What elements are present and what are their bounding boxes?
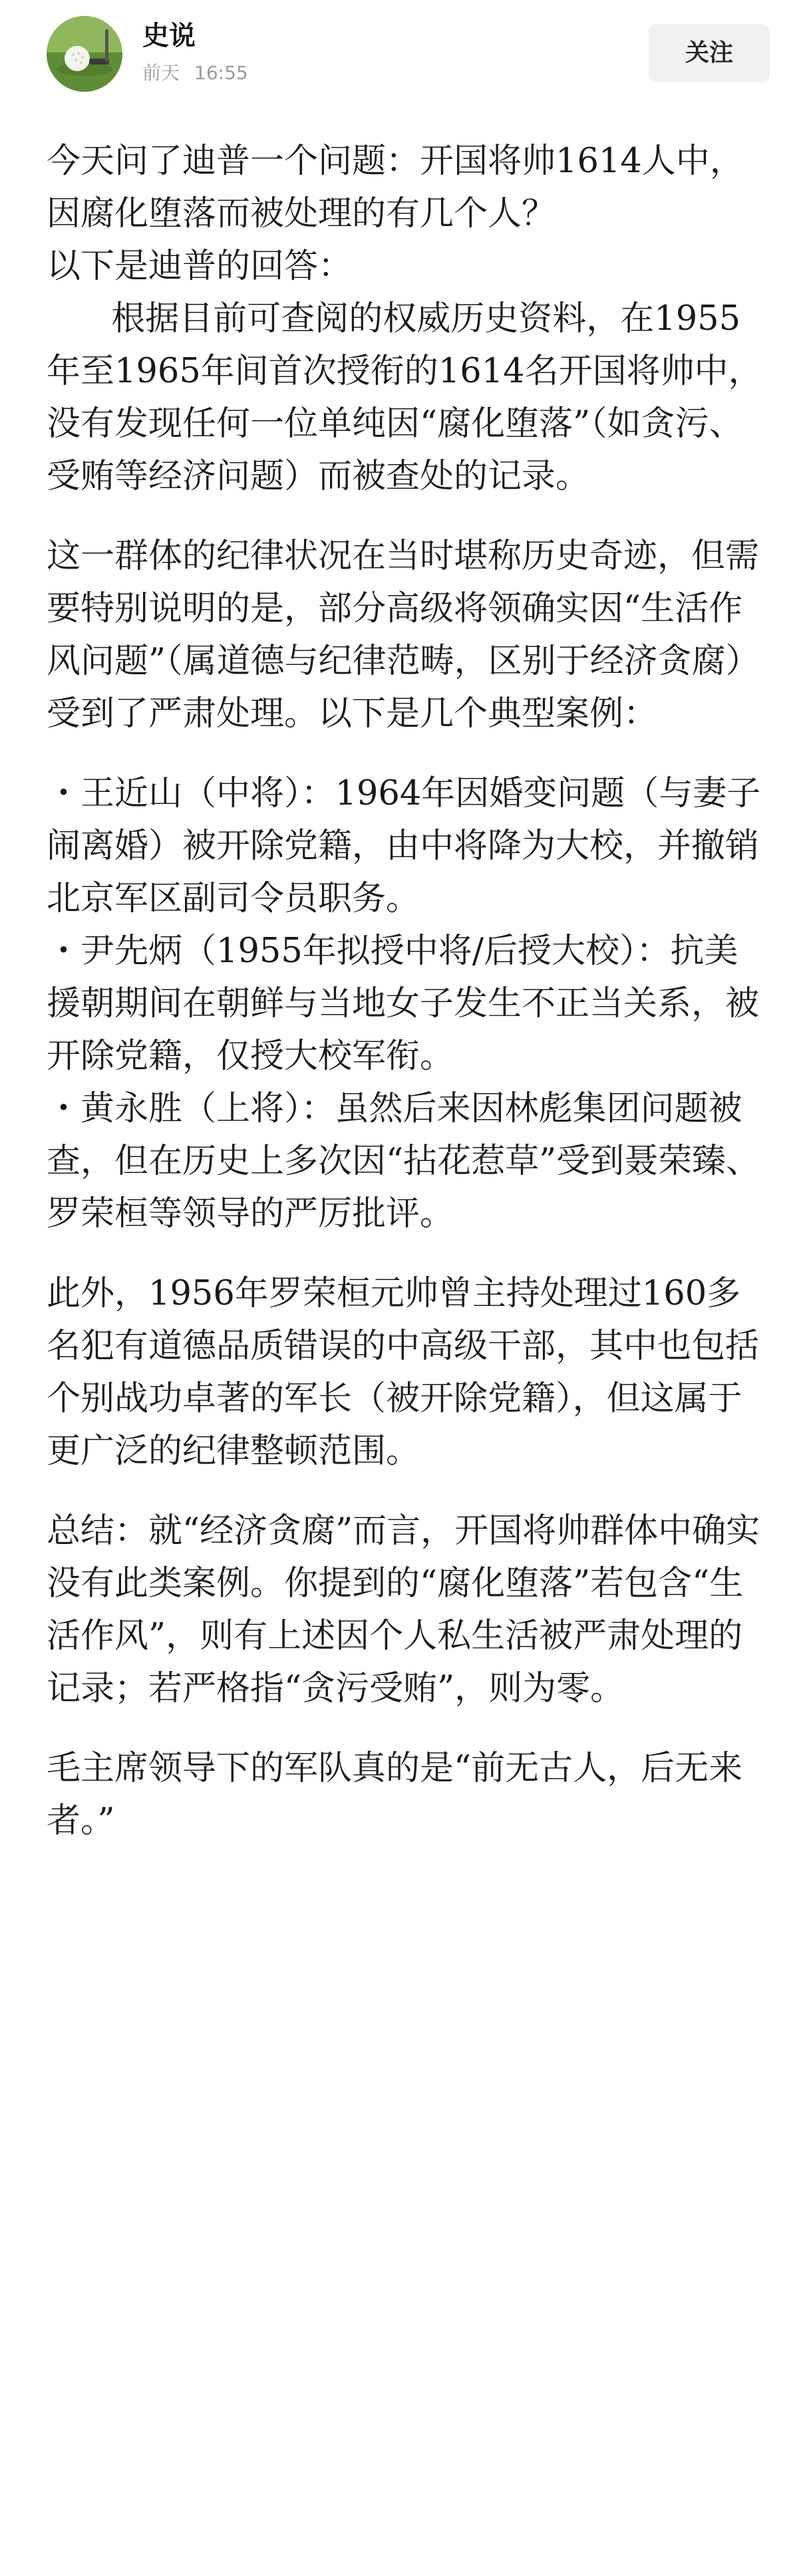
answer-intro: 以下是迪普的回答： xyxy=(47,247,353,286)
avatar[interactable] xyxy=(47,16,122,92)
case-item: ・王近山（中将）：1964年因婚变问题（与妻子闹离婚）被开除党籍，由中将降为大校，并撤销北京军区副司令员职务。 xyxy=(47,774,761,918)
case-item: ・尹先炳（1955年拟授中将/后授大校）：抗美援朝期间在朝鲜与当地女子发生不正当关系，被开除党籍，仅授大校军衔。 xyxy=(47,932,760,1076)
case-item: ・黄永胜（上将）：虽然后来因林彪集团问题被查，但在历史上多次因“拈花惹草”受到聂荣臻、罗荣桓等领导的严厉批评。 xyxy=(47,1089,760,1233)
closing-paragraph: 毛主席领导下的军队真的是“前无古人，后无来者。” xyxy=(47,1749,743,1841)
post-time: 16:55 xyxy=(194,62,248,84)
question-paragraph: 今天问了迪普一个问题：开国将帅1614人中，因腐化堕落而被处理的有几个人？ xyxy=(47,142,744,233)
summary-paragraph: 总结：就“经济贪腐”而言，开国将帅群体中确实没有此类案例。你提到的“腐化堕落”若包含“生活作风”，则有上述因个人私生活被严肃处理的记录；若严格指“贪污受贿”，则为零。 xyxy=(47,1511,760,1708)
answer-paragraph: 根据目前可查阅的权威历史资料，在1955年至1965年间首次授衔的1614名开国将帅中，没有发现任何一位单纯因“腐化堕落”（如贪污、受贿等经济问题）而被查处的记录。 xyxy=(47,299,762,496)
author-name[interactable]: 史说 xyxy=(142,21,196,51)
post-header xyxy=(0,0,809,106)
context-paragraph: 这一群体的纪律状况在当时堪称历史奇迹，但需要特别说明的是，部分高级将领确实因“生活作风问题”（属道德与纪律范畴，区别于经济贪腐）受到了严肃处理。以下是几个典型案例： xyxy=(47,537,760,733)
post-meta xyxy=(142,61,248,85)
additional-paragraph: 此外，1956年罗荣桓元帅曾主持处理过160多名犯有道德品质错误的中高级干部，其中也包括个别战功卓著的军长（被开除党籍），但这属于更广泛的纪律整顿范围。 xyxy=(47,1274,760,1471)
post-body xyxy=(47,135,762,1847)
golf-ball-image xyxy=(47,16,122,92)
post-date: 前天 xyxy=(142,62,180,84)
follow-button[interactable]: 关注 xyxy=(649,24,770,82)
